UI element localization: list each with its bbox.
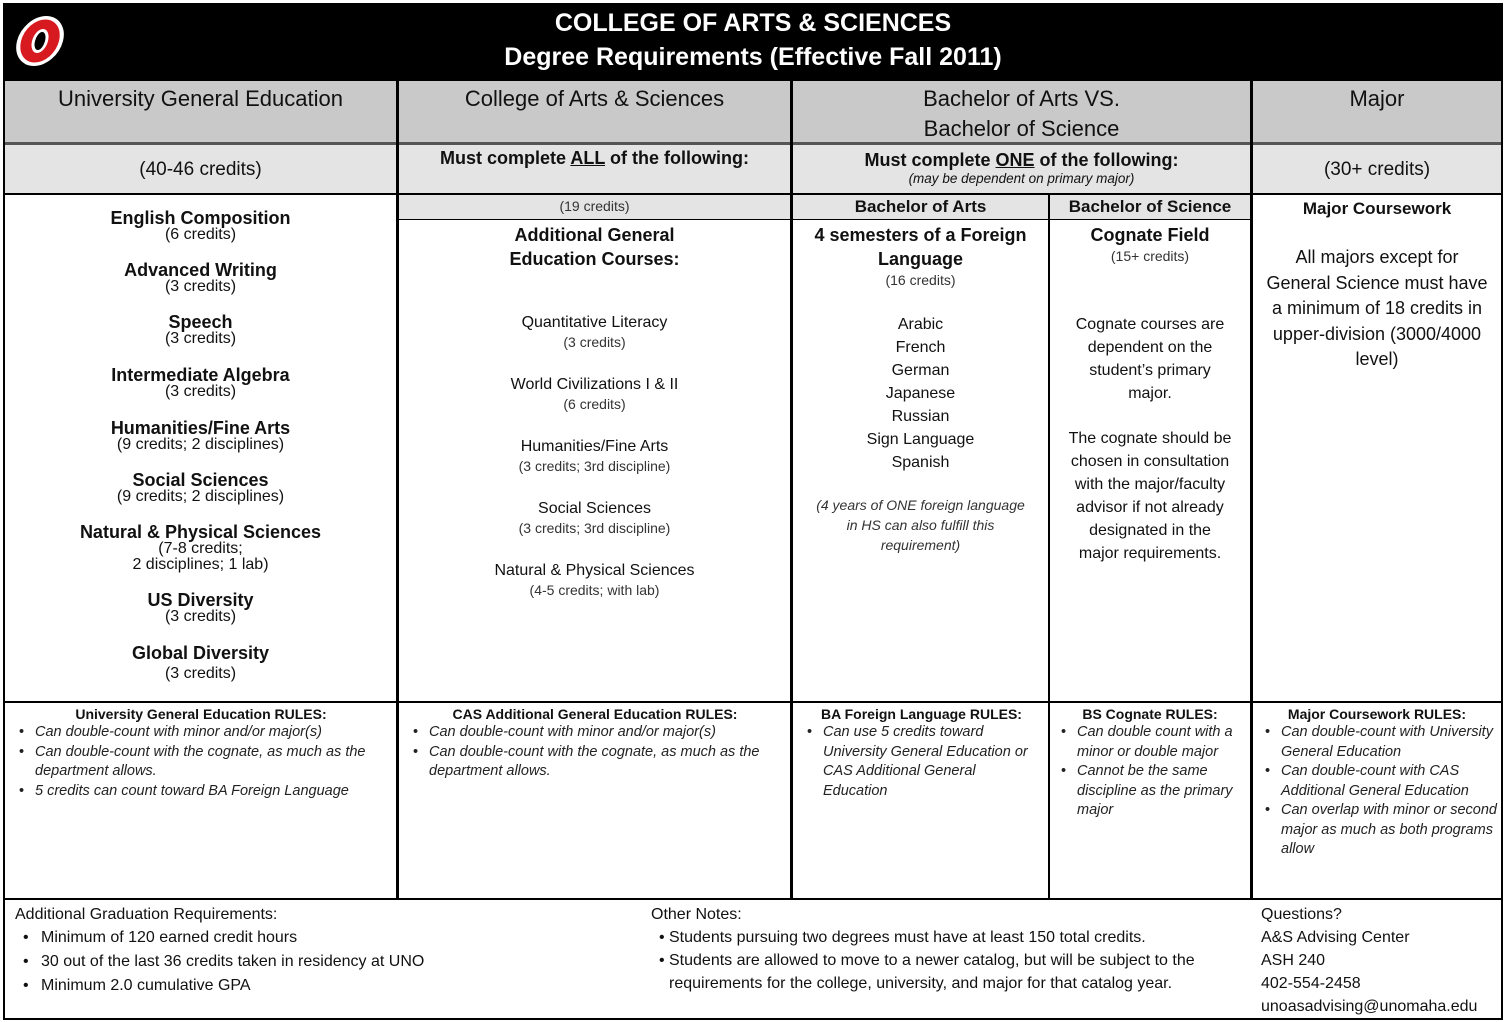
ugen-item: Advanced Writing (3 credits) <box>124 260 277 295</box>
ugen-item: Intermediate Algebra (3 credits) <box>111 365 290 400</box>
grad-item: • 30 out of the last 36 credits taken in residency at UNO <box>15 950 635 974</box>
cas-list <box>399 223 790 623</box>
cas-heading: College of Arts & Sciences <box>464 86 725 111</box>
rule-item: • Cannot be the same discipline as the primary major <box>1053 762 1247 821</box>
graduation-requirements <box>15 904 635 998</box>
bs-rules <box>1053 705 1247 821</box>
major-heading: Major <box>1349 86 1405 111</box>
ba-bs-heading-1: Bachelor of Arts VS. <box>923 86 1120 111</box>
email-address: unoasadvising@unomaha.edu <box>1261 998 1478 1015</box>
ugen-item: Speech (3 credits) <box>164 312 237 347</box>
cas-heading-cell <box>399 81 790 143</box>
notes-title: Other Notes: <box>651 906 742 923</box>
rule-item: • Can double count with a minor or double major <box>1053 723 1247 762</box>
grad-item: • Minimum 2.0 cumulative GPA <box>15 974 635 998</box>
ugen-item: English Composition (6 credits) <box>110 208 291 243</box>
ba-content <box>793 223 1048 555</box>
major-rules <box>1257 705 1497 860</box>
cas-course: Natural & Physical Sciences (4-5 credits; with lab) <box>494 562 695 598</box>
degree-requirements-sheet <box>3 3 1503 1020</box>
cas-must-complete: Must complete ALL of the following: <box>399 145 790 194</box>
cas-course: Quantitative Literacy (3 credits) <box>521 314 668 350</box>
grad-title: Additional Graduation Requirements: <box>15 906 278 923</box>
rule-item: • Can double-count with the cognate, as much as the department allows. <box>11 743 391 782</box>
ba-rules <box>799 705 1044 801</box>
major-credits: (30+ credits) <box>1253 145 1501 194</box>
major-desc: All majors except for General Science must have a minimum of 18 credits in upper-division (3000/4000 level) <box>1266 247 1488 369</box>
advising-center: A&S Advising Center <box>1261 929 1410 946</box>
ba-credits: (16 credits) <box>885 272 956 288</box>
cas-course: Social Sciences (3 credits; 3rd discipline) <box>518 500 671 536</box>
rule-item: • Can use 5 credits toward University General Education or CAS Additional General Education <box>799 723 1044 801</box>
cas-course: World Civilizations I & II (6 credits) <box>510 376 679 412</box>
rule-item: • Can double-count with minor and/or major(s) <box>405 723 785 743</box>
grad-item: • Minimum of 120 earned credit hours <box>15 926 635 950</box>
rule-item: • Can double-count with University General Education <box>1257 723 1497 762</box>
bs-rules-title: BS Cognate RULES: <box>1082 706 1218 722</box>
questions-title: Questions? <box>1261 906 1342 923</box>
page-subtitle: Degree Requirements (Effective Fall 2011) <box>504 43 1002 71</box>
ugen-list <box>5 209 396 696</box>
office-location: ASH 240 <box>1261 952 1326 969</box>
major-title: Major Coursework <box>1302 199 1452 218</box>
language-item: Japanese <box>885 385 956 402</box>
ugen-item: Global Diversity (3 credits) <box>131 643 270 682</box>
rule-item: • 5 credits can count toward BA Foreign Language <box>11 782 391 802</box>
ugen-item: US Diversity (3 credits) <box>147 590 254 625</box>
ba-heading: Bachelor of Arts <box>793 195 1048 219</box>
rule-item: • Can double-count with minor and/or major(s) <box>11 723 391 743</box>
major-rules-title: Major Coursework RULES: <box>1287 706 1467 722</box>
note-item: • Students are allowed to move to a newer catalog, but will be subject to the requirements for the college, university, and major for that catalog year. <box>651 949 1251 995</box>
cas-course: Humanities/Fine Arts (3 credits; 3rd discipline) <box>518 438 671 474</box>
ugen-heading: University General Education <box>58 86 343 111</box>
ugen-item: Natural & Physical Sciences (7-8 credits; 2 disciplines; 1 lab) <box>79 522 322 573</box>
ugen-rules-title: University General Education RULES: <box>75 706 327 722</box>
bs-credits: (15+ credits) <box>1110 248 1190 264</box>
major-heading-cell <box>1253 81 1501 143</box>
ugen-heading-cell <box>5 81 396 143</box>
language-item: Arabic <box>897 316 944 333</box>
other-notes <box>651 904 1251 995</box>
rule-item: • Can double-count with the cognate, as much as the department allows. <box>405 743 785 782</box>
ugen-item: Social Sciences (9 credits; 2 disciplines) <box>116 470 285 505</box>
ba-bs-heading-2: Bachelor of Science <box>923 116 1120 141</box>
cas-rules-title: CAS Additional General Education RULES: <box>452 706 738 722</box>
questions-contact <box>1261 904 1501 1018</box>
bs-desc-2: The cognate should be chosen in consultation with the major/faculty advisor if not already designated in the major requirements. <box>1068 430 1232 562</box>
ba-bs-must-complete: Must complete ONE of the following: (may be dependent on primary major) <box>793 145 1250 194</box>
rule-item: • Can double-count with CAS Additional General Education <box>1257 762 1497 801</box>
bs-content <box>1050 223 1250 565</box>
ba-note: (4 years of ONE foreign language in HS can also fulfill this requirement) <box>816 497 1025 553</box>
cas-section-title: Additional General Education Courses: <box>509 225 680 269</box>
language-item: Russian <box>891 408 950 425</box>
ugen-item: Humanities/Fine Arts (9 credits; 2 disciplines) <box>110 418 291 453</box>
language-item: Spanish <box>891 454 950 471</box>
rule-item: • Can overlap with minor or second major as much as both programs allow <box>1257 801 1497 860</box>
ba-bs-must-note: (may be dependent on primary major) <box>908 171 1135 186</box>
ba-language-list <box>793 313 1048 474</box>
bs-title: Cognate Field <box>1090 225 1210 245</box>
title-bar <box>5 5 1501 81</box>
cas-credits: (19 credits) <box>399 195 790 219</box>
cas-rules <box>405 705 785 782</box>
ugen-credits: (40-46 credits) <box>5 145 396 194</box>
ugen-rules <box>11 705 391 801</box>
ba-bs-heading-cell <box>793 81 1250 143</box>
ba-rules-title: BA Foreign Language RULES: <box>821 706 1022 722</box>
language-item: Sign Language <box>866 431 975 448</box>
bs-desc-1: Cognate courses are dependent on the student’s primary major. <box>1075 316 1225 402</box>
major-content <box>1253 197 1501 373</box>
bs-heading: Bachelor of Science <box>1050 195 1250 219</box>
note-item: • Students pursuing two degrees must have at least 150 total credits. <box>651 926 1251 949</box>
phone-number: 402-554-2458 <box>1261 975 1361 992</box>
page-title: COLLEGE OF ARTS & SCIENCES <box>554 9 952 37</box>
language-item: French <box>895 339 946 356</box>
language-item: German <box>891 362 950 379</box>
ba-title: 4 semesters of a Foreign Language <box>814 225 1027 269</box>
